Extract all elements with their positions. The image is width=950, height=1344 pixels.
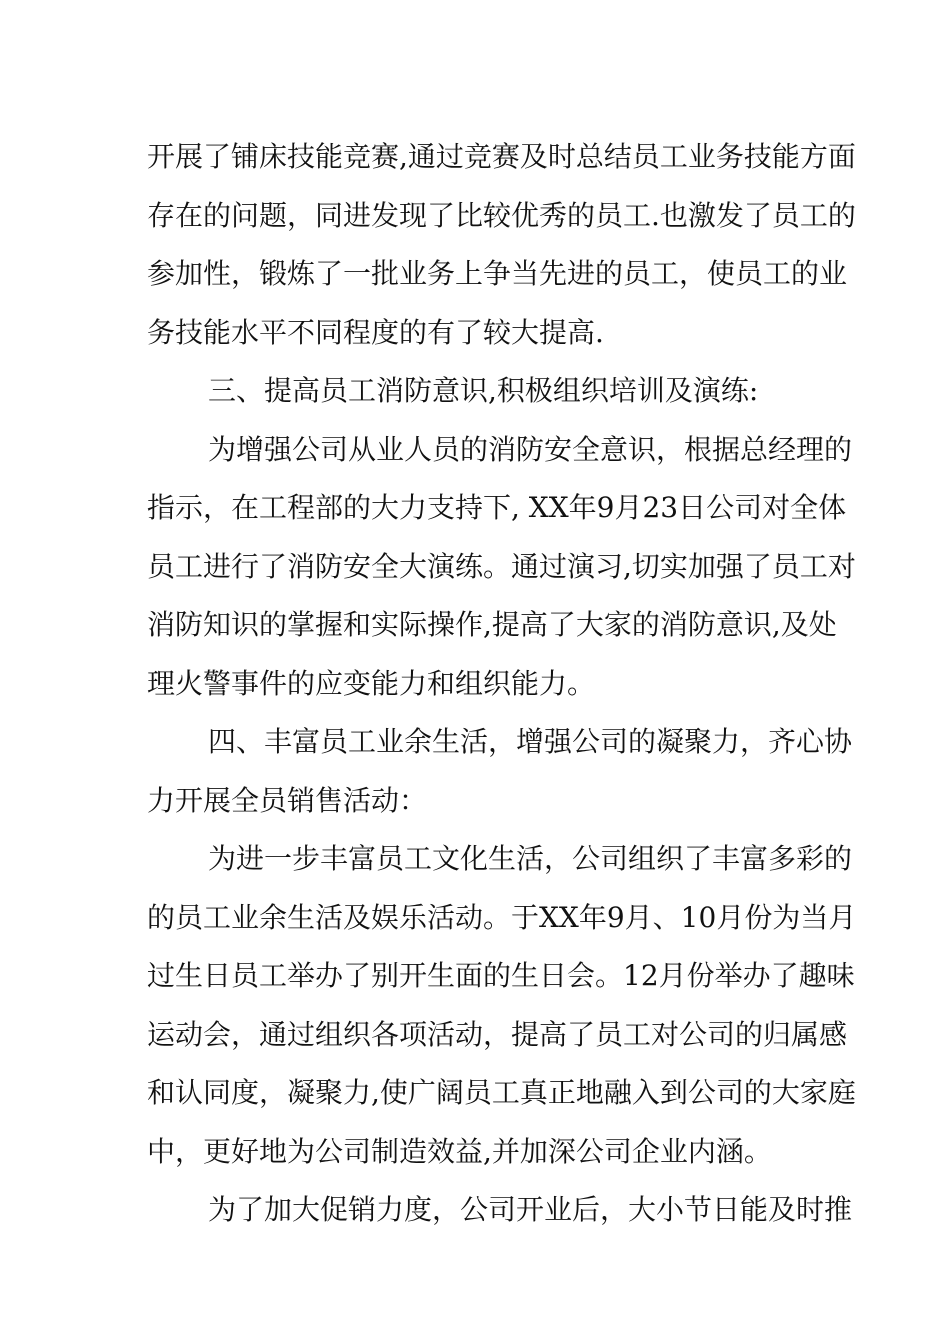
text-line: 为进一步丰富员工文化生活，公司组织了丰富多彩的 <box>208 842 853 875</box>
text-line: 指示，在工程部的大力支持下, XX年9月23日公司对全体 <box>147 491 847 524</box>
text-line: 消防知识的掌握和实际操作,提高了大家的消防意识,及处 <box>147 608 837 641</box>
text-line: 开展了铺床技能竞赛,通过竞赛及时总结员工业务技能方面 <box>147 140 856 173</box>
text-line: 务技能水平不同程度的有了较大提高. <box>147 315 604 349</box>
body-text <box>147 128 857 1240</box>
text-line: 为了加大促销力度，公司开业后，大小节日能及时推 <box>208 1193 853 1226</box>
text-line: 中，更好地为公司制造效益,并加深公司企业内涵。 <box>147 1134 772 1168</box>
section-heading-3: 三、提高员工消防意识,积极组织培训及演练: <box>208 374 759 407</box>
text-line: 存在的问题，同进发现了比较优秀的员工.也激发了员工的 <box>147 198 856 232</box>
section-heading-4: 四、丰富员工业余生活，增强公司的凝聚力，齐心协 <box>208 725 853 758</box>
text-line: 的员工业余生活及娱乐活动。于XX年9月、10月份为当月 <box>147 900 857 934</box>
text-line: 员工进行了消防安全大演练。通过演习,切实加强了员工对 <box>147 549 856 583</box>
text-line: 运动会，通过组织各项活动，提高了员工对公司的归属感 <box>147 1017 848 1051</box>
text-line: 过生日员工举办了别开生面的生日会。12月份举办了趣味 <box>147 959 855 992</box>
section-heading-4-cont: 力开展全员销售活动： <box>147 783 428 817</box>
text-line: 和认同度，凝聚力,使广阔员工真正地融入到公司的大家庭 <box>147 1076 856 1109</box>
text-line: 理火警事件的应变能力和组织能力。 <box>147 666 596 700</box>
text-line: 参加性，锻炼了一批业务上争当先进的员工，使员工的业 <box>147 257 848 290</box>
text-line: 为增强公司从业人员的消防安全意识，根据总经理的 <box>208 432 853 466</box>
